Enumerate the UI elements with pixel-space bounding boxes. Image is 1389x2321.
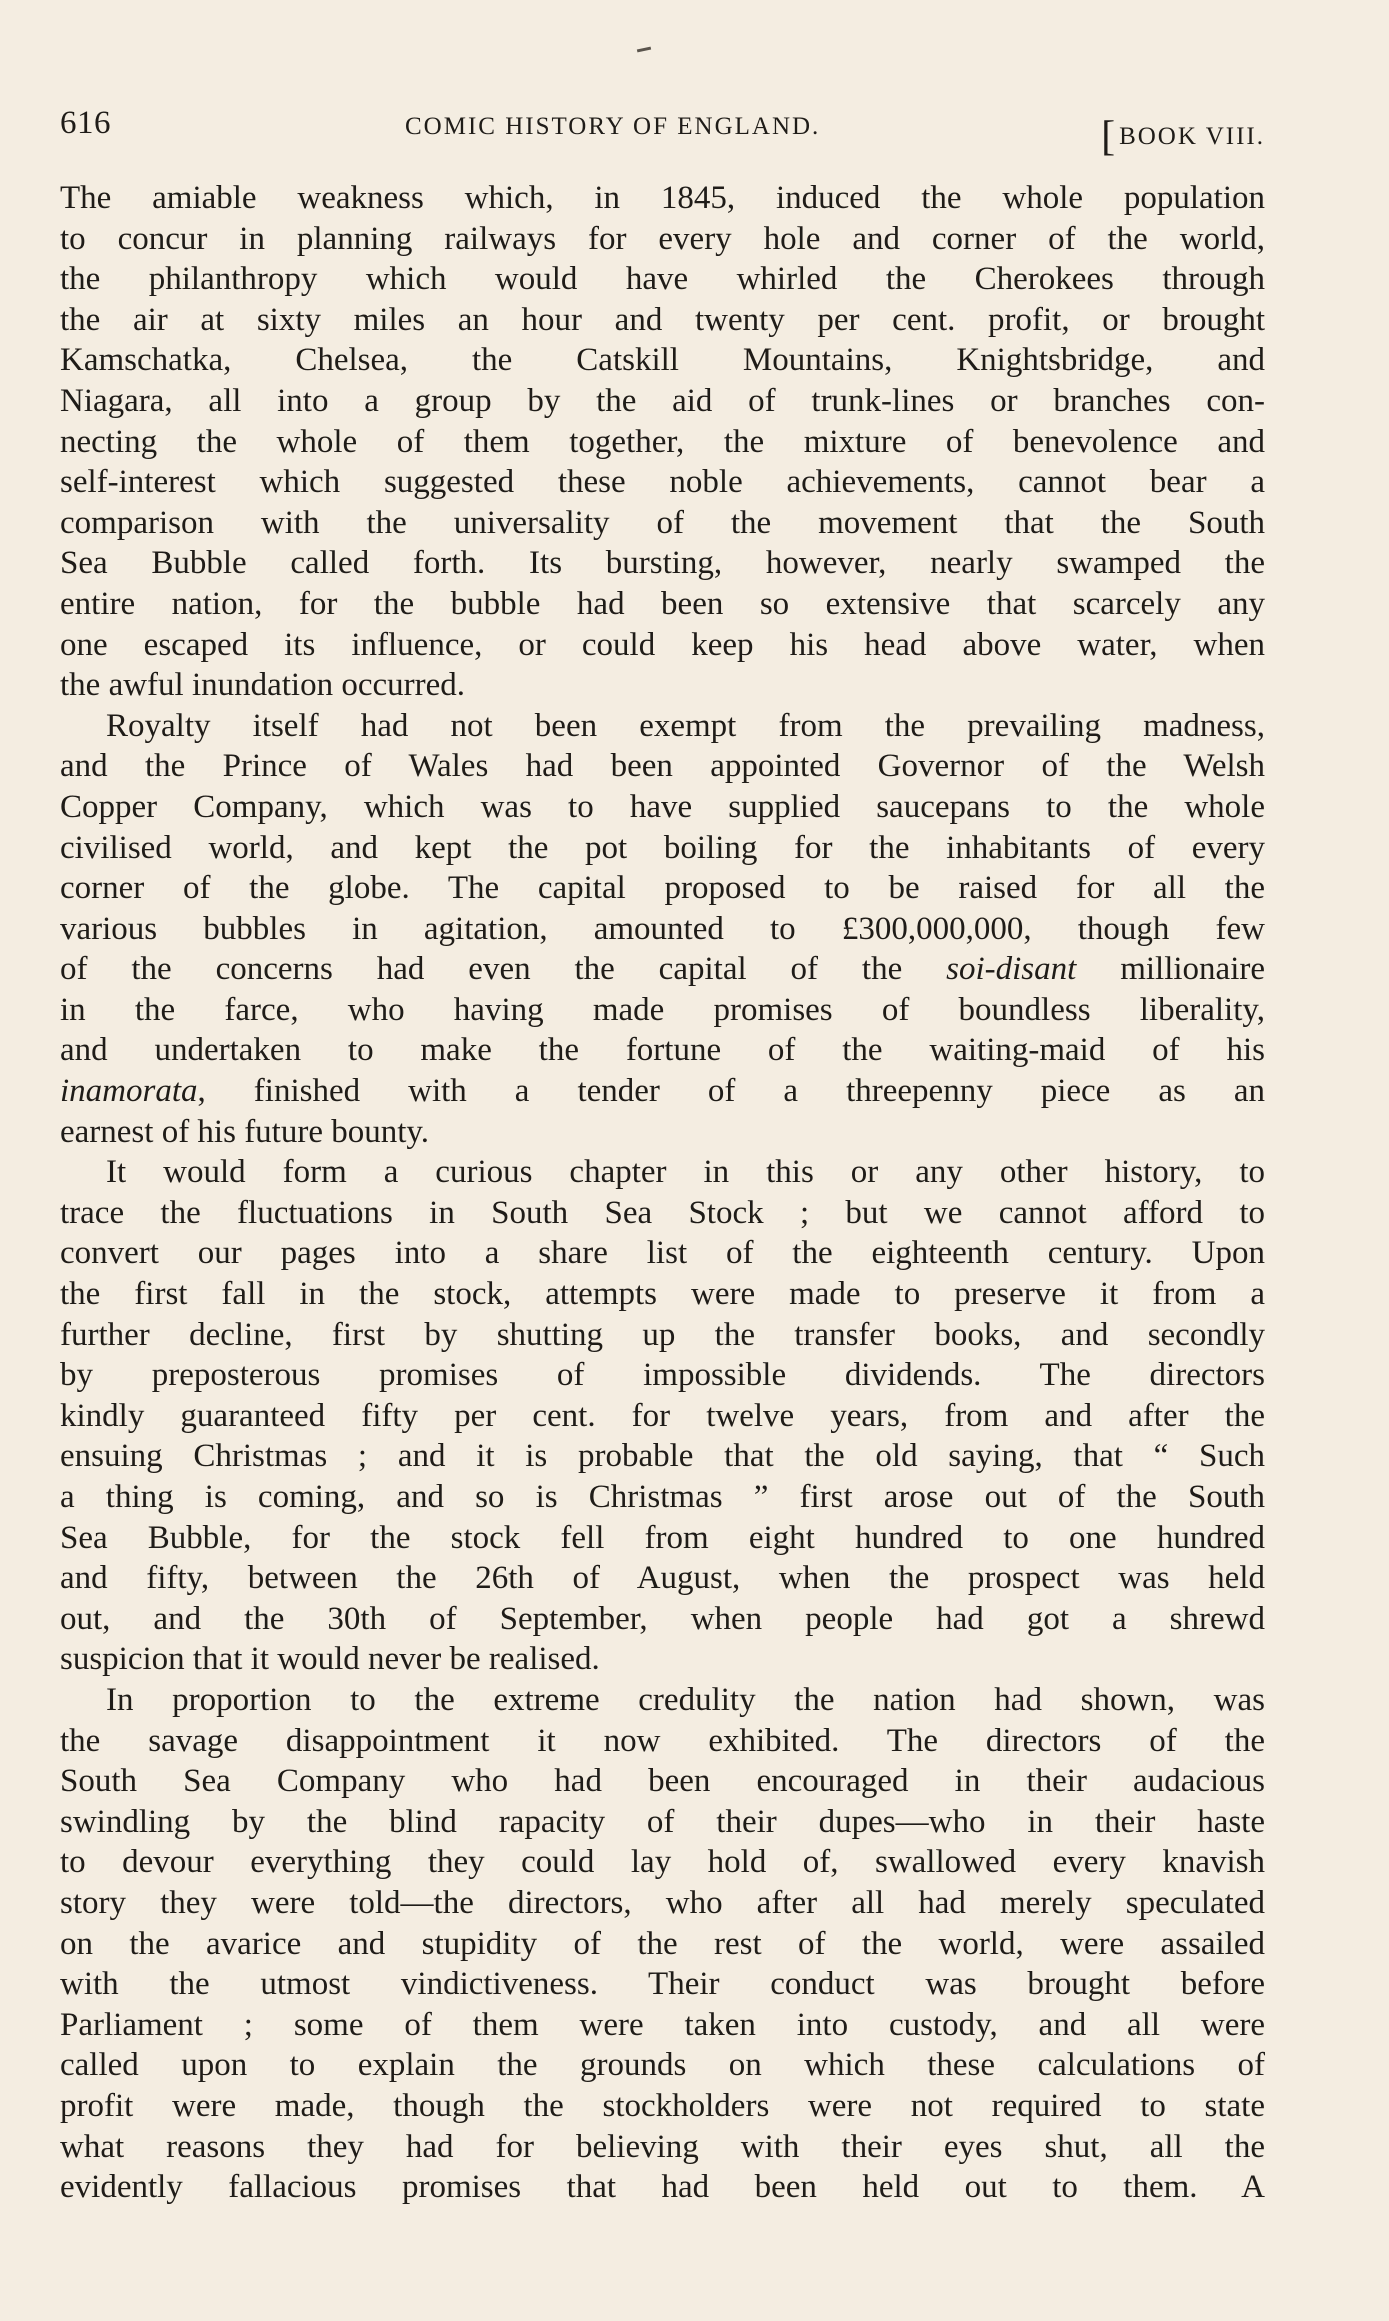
text-line: Sea Bubble called forth. Its bursting, however, nearly swamped the <box>60 545 1265 582</box>
text-line: out, and the 30th of September, when people had got a shrewd <box>60 1600 1265 1637</box>
text-line: earnest of his future bounty. <box>60 1113 430 1150</box>
text-line: a thing is coming, and so is Christmas ” first arose out of the South <box>60 1479 1265 1515</box>
text-line: the first fall in the stock, attempts were made to preserve it from a <box>60 1276 1265 1313</box>
book-label <box>1101 107 1265 160</box>
text-line: ensuing Christmas ; and it is probable that the old saying, that “ Such <box>60 1438 1265 1475</box>
text-line: and undertaken to make the fortune of the waiting-maid of his <box>60 1032 1265 1069</box>
text-line: on the avarice and stupidity of the rest of the world, were assailed <box>60 1925 1265 1962</box>
text-line: The amiable weakness which, in 1845, induced the whole population <box>60 180 1265 216</box>
text-line: the philanthropy which would have whirled the Cherokees through <box>60 261 1265 298</box>
text-line: In proportion to the extreme credulity the nation had shown, was <box>106 1681 1265 1718</box>
text-line: in the farce, who having made promises of boundless liberality, <box>60 991 1265 1028</box>
text-line: Niagara, all into a group by the aid of trunk-lines or branches con- <box>60 382 1265 419</box>
page-number: 616 <box>60 105 111 141</box>
text-line: corner of the globe. The capital proposed to be raised for all the <box>60 870 1265 907</box>
text-line: to devour everything they could lay hold of, swallowed every knavish <box>60 1844 1265 1881</box>
text-line: the savage disappointment it now exhibited. The directors of the <box>60 1722 1265 1759</box>
body-text <box>60 178 1265 2208</box>
text-line: further decline, first by shutting up the transfer books, and secondly <box>60 1316 1265 1353</box>
text-line: various bubbles in agitation, amounted to £300,000,000, though few <box>60 910 1265 947</box>
text-line: with the utmost vindictiveness. Their conduct was brought before <box>60 1966 1265 2003</box>
text-line: the air at sixty miles an hour and twenty per cent. profit, or brought <box>60 301 1265 338</box>
printer-mark <box>637 47 651 53</box>
text-line: Sea Bubble, for the stock fell from eight hundred to one hundred <box>60 1519 1265 1556</box>
text-line: suspicion that it would never be realised. <box>60 1641 600 1678</box>
page-header <box>60 105 1265 160</box>
text-line: of the concerns had even the capital of the soi-disant millionaire <box>60 951 1265 988</box>
text-line: trace the fluctuations in South Sea Stock ; but we cannot afford to <box>60 1194 1265 1231</box>
text-line: necting the whole of them together, the mixture of benevolence and <box>60 423 1265 460</box>
book-label-text: BOOK VIII. <box>1119 123 1265 150</box>
text-line: story they were told—the directors, who after all had merely speculated <box>60 1884 1265 1921</box>
italic-term: inamorata <box>60 1073 198 1110</box>
running-title: COMIC HISTORY OF ENGLAND. <box>405 113 821 140</box>
text-line: the awful inundation occurred. <box>60 667 466 704</box>
text-line: evidently fallacious promises that had been held out to them. A <box>60 2169 1265 2206</box>
text-line: comparison with the universality of the movement that the South <box>60 504 1265 541</box>
text-line: convert our pages into a share list of the eighteenth century. Upon <box>60 1235 1265 1272</box>
text-line: swindling by the blind rapacity of their dupes—who in their haste <box>60 1803 1265 1840</box>
text-line: Kamschatka, Chelsea, the Catskill Mountains, Knightsbridge, and <box>60 342 1265 379</box>
text-line: self-interest which suggested these noble achievements, cannot bear a <box>60 464 1265 501</box>
text-line: to concur in planning railways for every hole and corner of the world, <box>60 220 1265 257</box>
text-line: Parliament ; some of them were taken into custody, and all were <box>60 2006 1265 2043</box>
text-line: and fifty, between the 26th of August, when the prospect was held <box>60 1560 1265 1597</box>
text-line: It would form a curious chapter in this or any other history, to <box>106 1154 1265 1191</box>
text-line: inamorata, finished with a tender of a threepenny piece as an <box>60 1073 1265 1110</box>
italic-term: soi-disant <box>946 951 1077 988</box>
text-line: Copper Company, which was to have supplied saucepans to the whole <box>60 788 1265 825</box>
text-line: Royalty itself had not been exempt from the prevailing madness, <box>106 707 1265 744</box>
book-bracket: [ <box>1101 114 1118 160</box>
text-line: one escaped its influence, or could keep his head above water, when <box>60 626 1265 663</box>
text-line: what reasons they had for believing with their eyes shut, all the <box>60 2128 1265 2165</box>
text-line: called upon to explain the grounds on which these calculations of <box>60 2047 1265 2084</box>
text-line: entire nation, for the bubble had been so extensive that scarcely any <box>60 585 1265 622</box>
text-line: civilised world, and kept the pot boiling for the inhabitants of every <box>60 829 1265 866</box>
text-line: profit were made, though the stockholders were not required to state <box>60 2087 1265 2124</box>
text-line: kindly guaranteed fifty per cent. for twelve years, from and after the <box>60 1397 1265 1434</box>
text-line: South Sea Company who had been encouraged in their audacious <box>60 1763 1265 1800</box>
text-line: and the Prince of Wales had been appointed Governor of the Welsh <box>60 748 1265 785</box>
text-line: by preposterous promises of impossible dividends. The directors <box>60 1357 1265 1394</box>
